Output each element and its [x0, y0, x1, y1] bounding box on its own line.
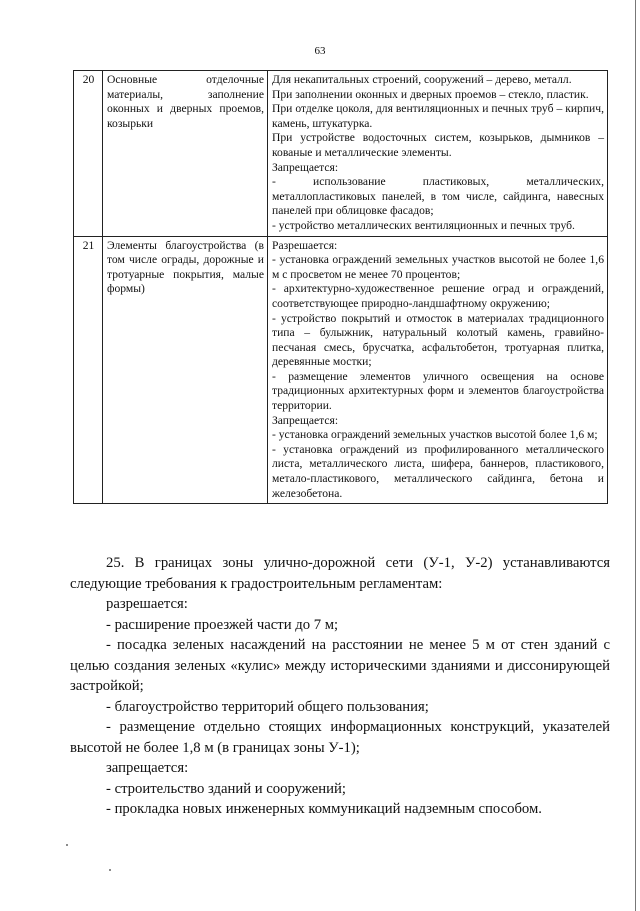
row-number: 20 [74, 71, 103, 237]
requirement-line: - установка ограждений земельных участков высотой не более 1,6 м с просветом не менее 70 процентов; [272, 253, 604, 281]
paragraph: - размещение отдельно стоящих информационных конструкций, указателей высотой не более 1,8 м (в границах зоны У-1); [70, 719, 610, 756]
requirement-line: - устройство покрытий и отмосток в материалах традиционного типа – булыжник, натуральный колотый камень, гравийно-песчаная смесь, брусчатка, асфальтобетон, тротуарная плитка, деревянные мостки; [272, 311, 604, 369]
requirement-line: - устройство металлических вентиляционных и печных труб. [272, 218, 575, 232]
requirements-cell [268, 236, 608, 504]
regulations-table [73, 70, 608, 504]
requirement-line: - установка ограждений из профилированного металлического листа, металлического листа, шифера, баннеров, пластикового, метало-пластикового, металлического сайдинга, бетона и железобетона. [272, 442, 604, 500]
paragraph: - посадка зеленых насаждений на расстоянии не менее 5 м от стен зданий с целью создания зеленых «кулис» между историческими зданиями и диссонирующей застройкой; [70, 637, 610, 694]
element-name: Элементы благоустройства (в том числе ограды, дорожные и тротуарные покрытия, малые формы) [103, 236, 268, 504]
element-name: Основные отделочные материалы, заполнение оконных и дверных проемов, козырьки [103, 71, 268, 237]
requirement-line: Запрещается: [272, 413, 339, 427]
requirement-line: - архитектурно-художественное решение оград и ограждений, соответствующее природно-ландшафтному окружению; [272, 282, 604, 310]
requirement-line: При отделке цоколя, для вентиляционных и печных труб – кирпич, камень, штукатурка. [272, 102, 604, 130]
paragraph: разрешается: [106, 596, 188, 612]
table-row [74, 236, 608, 504]
requirement-line: При заполнении оконных и дверных проемов – стекло, пластик. [272, 87, 589, 101]
scan-speck [66, 844, 68, 846]
requirement-line: - использование пластиковых, металлических, металлопластиковых панелей, в том числе, сайдинга, навесных панелей при облицовке фасадов; [272, 175, 604, 218]
table-row [74, 71, 608, 237]
paragraph: запрещается: [106, 760, 189, 776]
paragraph: - прокладка новых инженерных коммуникаций надземным способом. [106, 801, 542, 817]
page-edge-line [635, 0, 636, 911]
requirement-line: Для некапитальных строений, сооружений – дерево, металл. [272, 73, 572, 86]
body-text [70, 553, 610, 820]
requirement-line: - размещение элементов уличного освещения на основе традиционных архитектурных форм и элементов благоустройства территории. [272, 369, 604, 413]
paragraph: 25. В границах зоны улично-дорожной сети (У-1, У-2) устанавливаются следующие требования к градостроительным регламентам: [70, 555, 610, 592]
paragraph: - расширение проезжей части до 7 м; [106, 616, 339, 633]
requirement-line: Запрещается: [272, 160, 339, 174]
requirement-line: При устройстве водосточных систем, козырьков, дымников – кованые и металлические элементы. [272, 131, 604, 159]
requirement-line: - установка ограждений земельных участков высотой более 1,6 м; [272, 428, 598, 442]
requirements-cell [268, 71, 608, 237]
requirement-line: Разрешается: [272, 238, 338, 252]
paragraph: - строительство зданий и сооружений; [106, 780, 346, 797]
paragraph: - благоустройство территорий общего пользования; [106, 698, 429, 715]
page-number: 63 [314, 45, 326, 57]
row-number: 21 [74, 236, 103, 504]
scan-speck [109, 869, 111, 871]
